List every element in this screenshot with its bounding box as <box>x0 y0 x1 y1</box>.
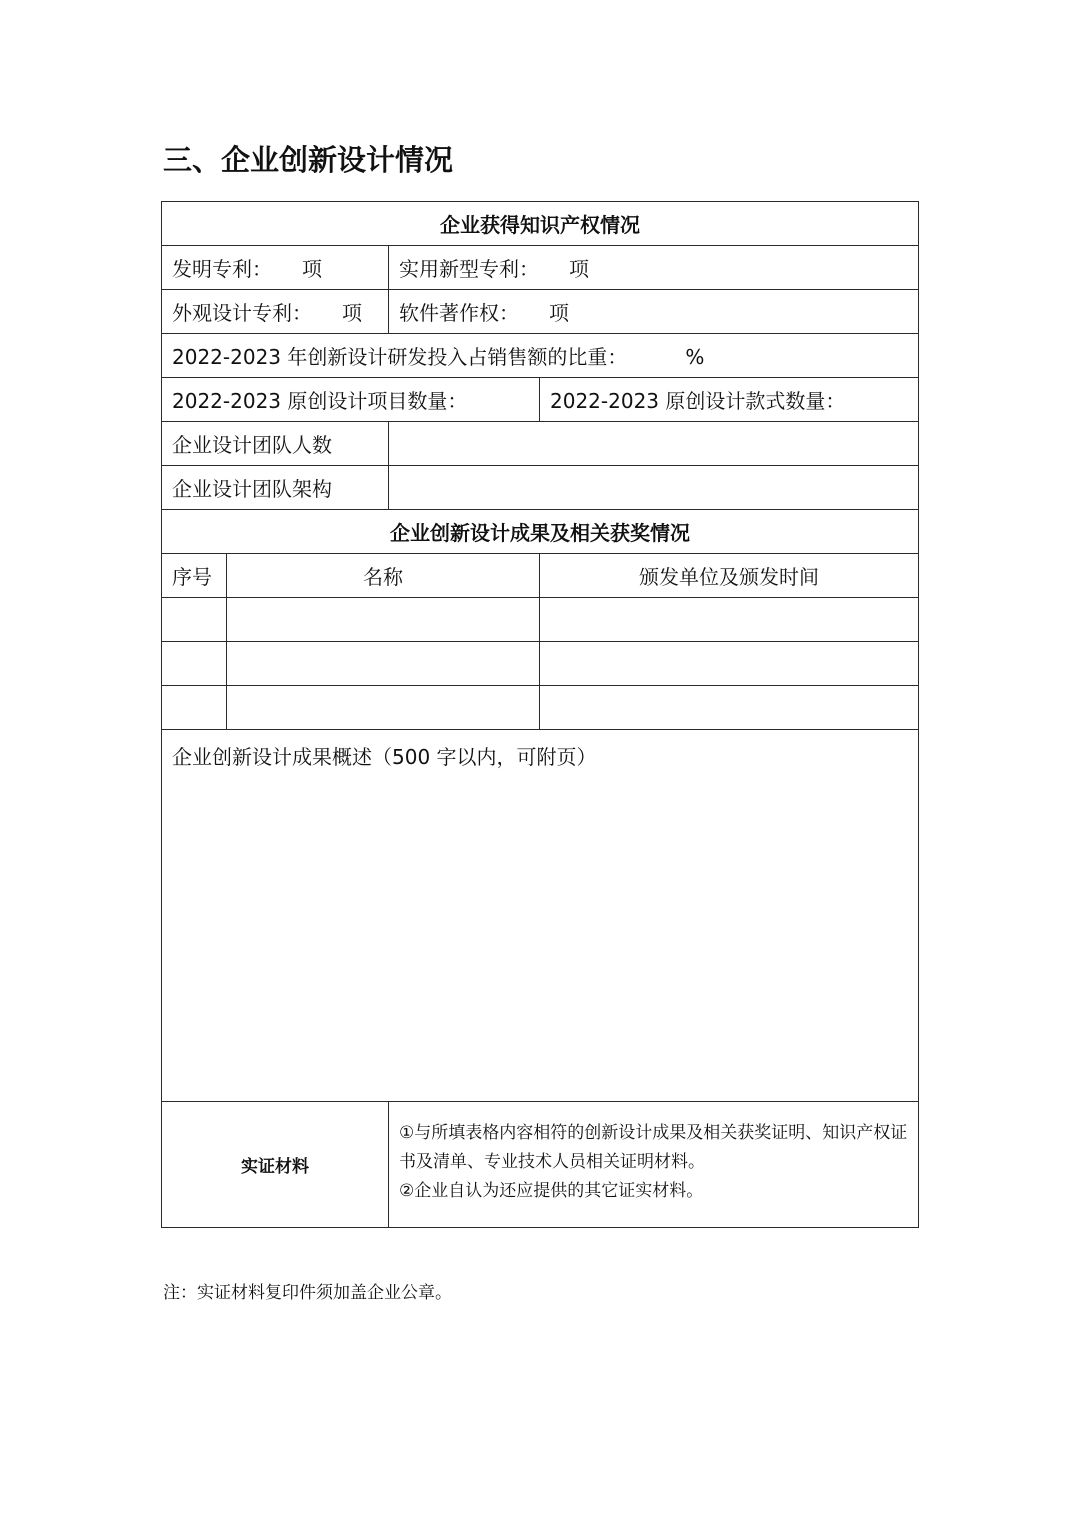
award-issuer-cell[interactable] <box>540 686 919 730</box>
software-copyright-unit: 项 <box>549 301 569 325</box>
design-patent-unit: 项 <box>342 301 362 325</box>
page-title: 三、企业创新设计情况 <box>163 143 454 177</box>
award-name-cell[interactable] <box>227 686 540 730</box>
evidence-label: 实证材料 <box>162 1102 389 1228</box>
team-structure-label: 企业设计团队架构 <box>162 466 389 510</box>
design-patent-field[interactable] <box>162 290 389 334</box>
ip-section-header: 企业获得知识产权情况 <box>162 202 919 246</box>
award-row <box>162 598 919 642</box>
award-name-cell[interactable] <box>227 642 540 686</box>
column-header-number: 序号 <box>162 554 227 598</box>
invention-patent-unit: 项 <box>302 257 322 281</box>
evidence-item-2: ②企业自认为还应提供的其它证实材料。 <box>399 1181 704 1201</box>
innovation-design-form <box>161 201 919 1228</box>
original-styles-label: 2022-2023 原创设计款式数量： <box>550 389 846 413</box>
award-issuer-cell[interactable] <box>540 642 919 686</box>
invention-patent-field[interactable] <box>162 246 389 290</box>
column-header-issuer-date: 颁发单位及颁发时间 <box>540 554 919 598</box>
original-projects-count-field[interactable] <box>162 378 540 422</box>
rd-ratio-label: 2022-2023 年创新设计研发投入占销售额的比重： <box>172 345 628 369</box>
rd-investment-ratio-field[interactable] <box>162 334 919 378</box>
team-size-label: 企业设计团队人数 <box>162 422 389 466</box>
team-structure-input[interactable] <box>389 466 919 510</box>
team-size-input[interactable] <box>389 422 919 466</box>
award-number-cell[interactable] <box>162 598 227 642</box>
footnote: 注：实证材料复印件须加盖企业公章。 <box>163 1283 452 1303</box>
utility-model-label: 实用新型专利： <box>399 257 539 281</box>
percent-sign: % <box>685 345 705 369</box>
summary-label: 企业创新设计成果概述（500 字以内，可附页） <box>172 745 597 769</box>
evidence-item-1: ①与所填表格内容相符的创新设计成果及相关获奖证明、知识产权证书及清单、专业技术人员相关证明材料。 <box>399 1123 908 1172</box>
award-row <box>162 642 919 686</box>
column-header-name: 名称 <box>227 554 540 598</box>
award-row <box>162 686 919 730</box>
summary-field[interactable] <box>162 730 919 1102</box>
awards-section-header: 企业创新设计成果及相关获奖情况 <box>162 510 919 554</box>
design-patent-label: 外观设计专利： <box>172 301 312 325</box>
original-projects-label: 2022-2023 原创设计项目数量： <box>172 389 468 413</box>
award-number-cell[interactable] <box>162 642 227 686</box>
software-copyright-field[interactable] <box>389 290 919 334</box>
evidence-description <box>389 1102 919 1228</box>
utility-model-patent-field[interactable] <box>389 246 919 290</box>
award-issuer-cell[interactable] <box>540 598 919 642</box>
software-copyright-label: 软件著作权： <box>399 301 519 325</box>
utility-model-unit: 项 <box>569 257 589 281</box>
award-name-cell[interactable] <box>227 598 540 642</box>
original-styles-count-field[interactable] <box>540 378 919 422</box>
invention-patent-label: 发明专利： <box>172 257 272 281</box>
award-number-cell[interactable] <box>162 686 227 730</box>
